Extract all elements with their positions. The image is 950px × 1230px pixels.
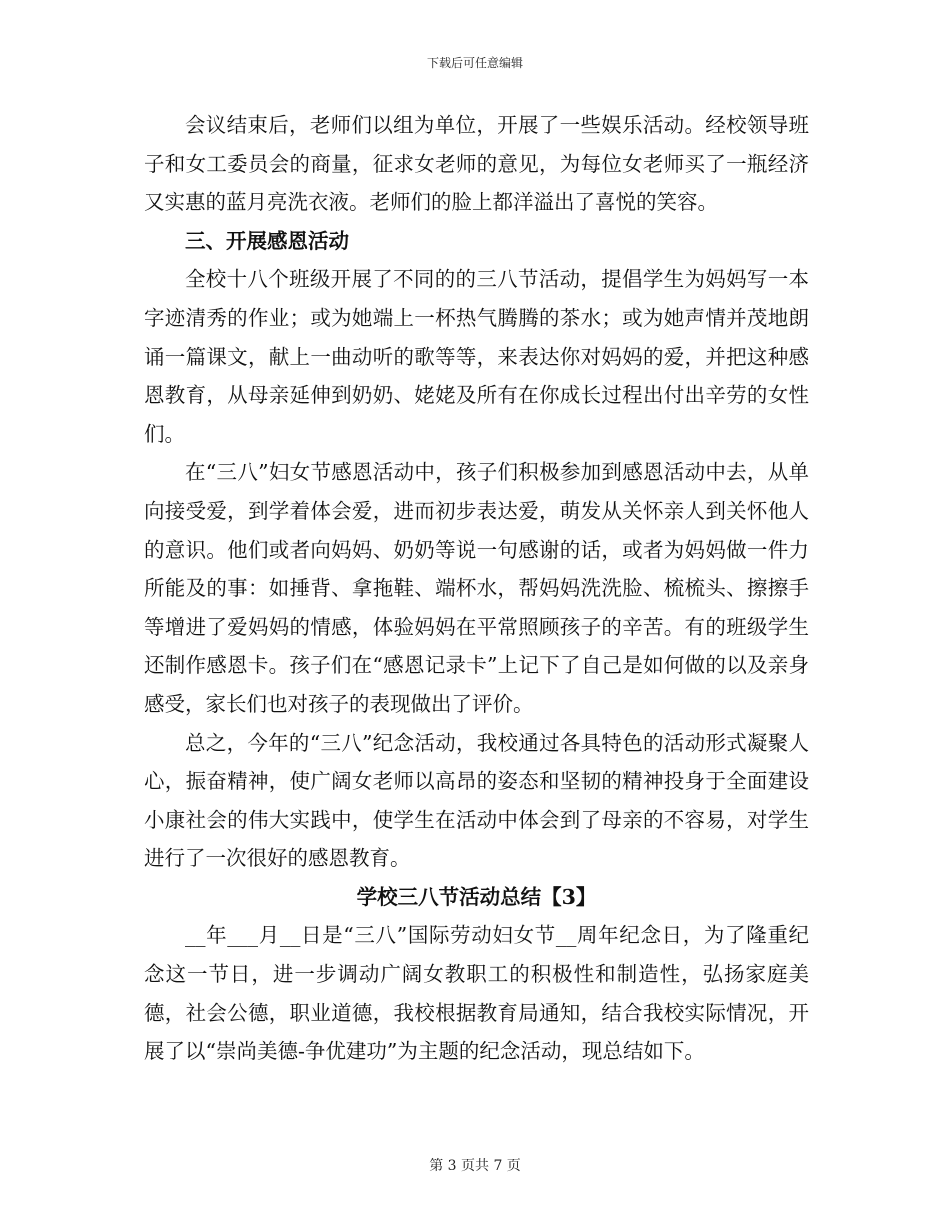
section-title: 学校三八节活动总结【3】 <box>356 884 597 909</box>
page-number: 第 3 页共 7 页 <box>429 1158 521 1174</box>
paragraph-children-gratitude: 在“三八”妇女节感恩活动中，孩子们积极参加到感恩活动中去，从单向接受爱，到学着体会爱，进而初步表达爱，萌发从关怀亲人到关怀他人的意识。他们或者向妈妈、奶奶等说一句感谢的话，或者为妈妈做一件力所能及的事：如捶背、拿拖鞋、端杯水，帮妈妈洗洗脸、梳梳头、擦擦手等增进了爱妈妈的情感，体验妈妈在平常照顾孩子的辛苦。有的班级学生还制作感恩卡。孩子们在“感恩记录卡”上记下了自己是如何做的以及亲身感受，家长们也对孩子的表现做出了评价。 <box>144 460 809 716</box>
paragraph-section-intro: __年___月__日是“三八”国际劳动妇女节__周年纪念日，为了隆重纪念这一节日，进一步调动广阔女教职工的积极性和制造性，弘扬家庭美德，社会公德，职业道德，我校根据教育局通知，结合我校实际情况，开展了以“崇尚美德-争优建功”为主题的纪念活动，现总结如下。 <box>144 923 809 1064</box>
heading-gratitude-activity: 三、开展感恩活动 <box>185 228 349 253</box>
header-note: 下载后可任意编辑 <box>426 56 523 70</box>
document-body <box>144 106 809 1071</box>
paragraph-class-activities: 全校十八个班级开展了不同的的三八节活动，提倡学生为妈妈写一本字迹清秀的作业；或为她端上一杯热气腾腾的茶水；或为她声情并茂地朗诵一篇课文，献上一曲动听的歌等等，来表达你对妈妈的爱，并把这种感恩教育，从母亲延伸到奶奶、姥姥及所有在你成长过程出付出辛劳的女性们。 <box>144 267 809 446</box>
paragraph-entertainment: 会议结束后，老师们以组为单位，开展了一些娱乐活动。经校领导班子和女工委员会的商量，征求女老师的意见，为每位女老师买了一瓶经济又实惠的蓝月亮洗衣液。老师们的脸上都洋溢出了喜悦的笑容。 <box>144 113 809 215</box>
paragraph-summary: 总之，今年的“三八”纪念活动，我校通过各具特色的活动形式凝聚人心，振奋精神，使广阔女老师以高昂的姿态和坚韧的精神投身于全面建设小康社会的伟大实践中，使学生在活动中体会到了母亲的不容易，对学生进行了一次很好的感恩教育。 <box>144 730 809 871</box>
